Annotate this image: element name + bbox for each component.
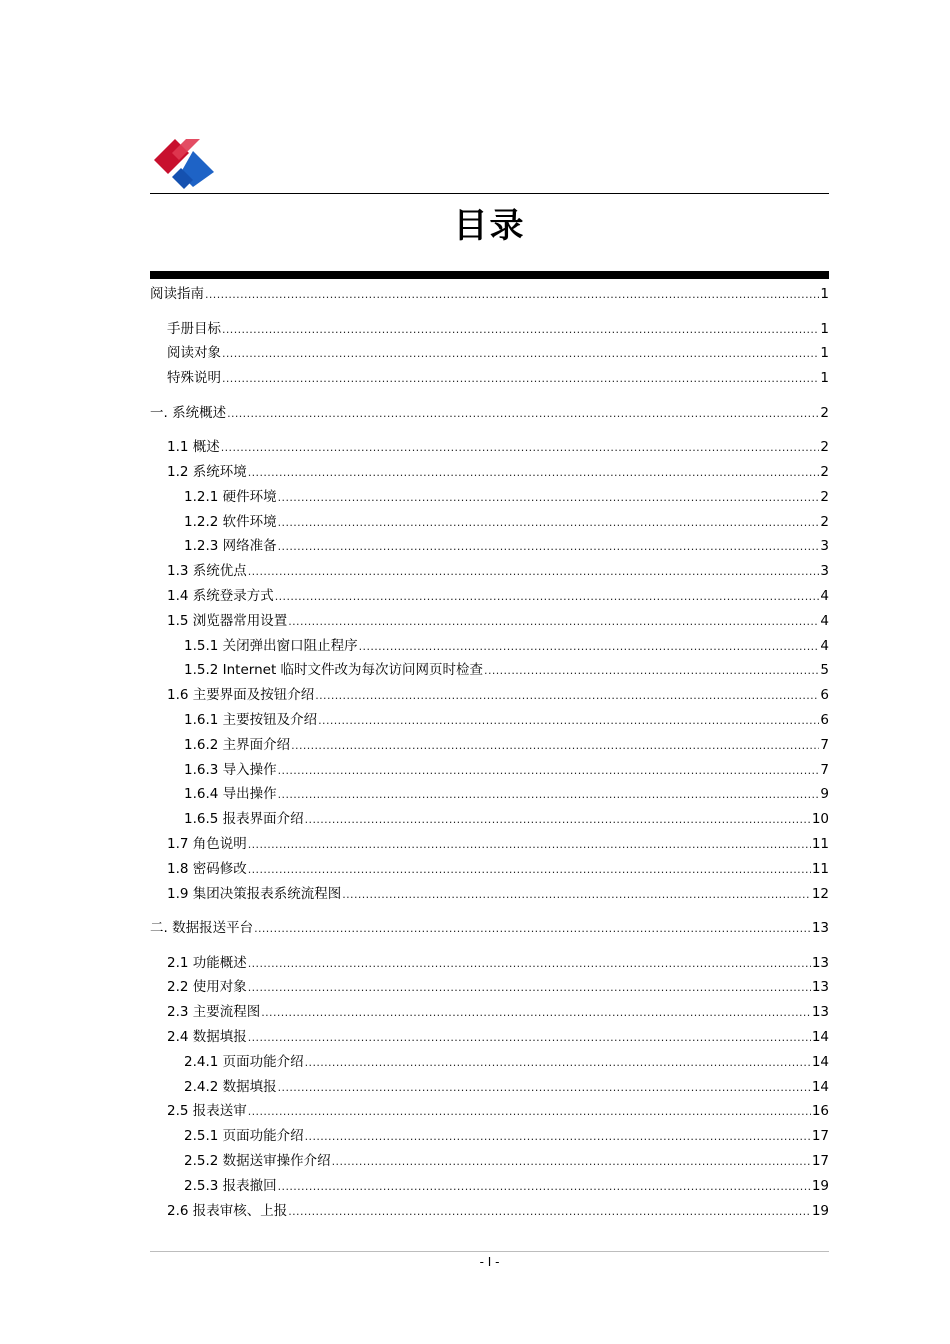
toc-entry-page: 13 [811, 920, 829, 936]
toc-dot-leader [205, 284, 819, 305]
toc-dot-leader [248, 462, 820, 483]
toc-entry-label: 1.6.5 报表界面介绍 [184, 811, 304, 828]
toc-dot-leader [248, 953, 811, 974]
toc-dot-leader [305, 809, 811, 830]
header-rule [150, 193, 829, 194]
toc-entry[interactable] [167, 368, 829, 388]
toc-entry-label: 1.8 密码修改 [167, 860, 247, 877]
toc-entry[interactable] [167, 319, 829, 339]
toc-entry-page: 10 [811, 811, 829, 828]
toc-dot-leader [288, 1201, 811, 1222]
toc-dot-leader [359, 636, 820, 657]
toc-dot-leader [248, 977, 811, 998]
toc-entry-page: 1 [820, 370, 829, 387]
toc-entry-label: 2.5.3 报表撤回 [184, 1177, 277, 1194]
toc-dot-leader [278, 760, 820, 781]
toc-entry-label: 1.5 浏览器常用设置 [167, 612, 288, 629]
toc-entry-label: 2.4.1 页面功能介绍 [184, 1053, 304, 1070]
toc-dot-leader [254, 918, 811, 939]
toc-entry[interactable] [150, 284, 829, 304]
toc-entry[interactable] [184, 636, 829, 656]
toc-entry-label: 阅读指南 [150, 286, 204, 302]
toc-entry[interactable] [167, 953, 829, 973]
toc-entry-page: 6 [820, 687, 829, 704]
toc-entry-label: 一. 系统概述 [150, 404, 227, 421]
toc-entry[interactable] [167, 977, 829, 997]
toc-dot-leader [288, 611, 819, 632]
toc-entry-page: 5 [820, 662, 829, 679]
toc-dot-leader [222, 368, 819, 389]
toc-dot-leader [221, 437, 820, 458]
toc-entry-label: 阅读对象 [167, 345, 221, 362]
toc-dot-leader [332, 1151, 811, 1172]
toc-entry[interactable] [184, 1052, 829, 1072]
title-rule [150, 271, 829, 279]
toc-entry-label: 2.5.2 数据送审操作介绍 [184, 1152, 331, 1169]
toc-entry-label: 1.6 主要界面及按钮介绍 [167, 687, 315, 704]
toc-dot-leader [222, 343, 819, 364]
toc-entry-page: 2 [820, 513, 829, 530]
toc-dot-leader [278, 784, 820, 805]
toc-entry[interactable] [167, 561, 829, 581]
toc-entry-page: 14 [811, 1053, 829, 1070]
toc-entry-page: 1 [820, 320, 829, 337]
footer-page-number: - I - [479, 1255, 500, 1269]
toc-entry-page: 2 [820, 439, 829, 456]
toc-entry-page: 19 [811, 1177, 829, 1194]
toc-entry-label: 1.6.1 主要按钮及介绍 [184, 711, 318, 728]
toc-entry[interactable] [167, 859, 829, 879]
toc-dot-leader [315, 685, 819, 706]
toc-entry[interactable] [184, 512, 829, 532]
toc-entry-page: 2 [820, 404, 829, 421]
toc-dot-leader [248, 1101, 811, 1122]
toc-entry[interactable] [167, 1002, 829, 1022]
toc-entry-label: 1.4 系统登录方式 [167, 587, 274, 604]
toc-entry-page: 11 [811, 835, 829, 852]
toc-entry[interactable] [167, 1201, 829, 1221]
toc-entry[interactable] [167, 343, 829, 363]
toc-dot-leader [278, 536, 820, 557]
toc-entry-label: 1.9 集团决策报表系统流程图 [167, 885, 342, 902]
toc-entry-label: 2.3 主要流程图 [167, 1004, 261, 1021]
toc-entry[interactable] [184, 487, 829, 507]
toc-entry[interactable] [184, 1151, 829, 1171]
toc-dot-leader [318, 710, 819, 731]
toc-entry[interactable] [184, 735, 829, 755]
toc-entry-page: 1 [820, 286, 829, 302]
toc-entry-page: 7 [820, 736, 829, 753]
toc-entry[interactable] [184, 536, 829, 556]
toc-entry[interactable] [167, 462, 829, 482]
toc-entry-label: 2.5.1 页面功能介绍 [184, 1128, 304, 1145]
toc-entry-page: 13 [811, 979, 829, 996]
toc-entry[interactable] [184, 1176, 829, 1196]
toc-dot-leader [248, 859, 811, 880]
toc-entry-label: 1.1 概述 [167, 439, 220, 456]
toc-entry-label: 1.6.2 主界面介绍 [184, 736, 291, 753]
toc-entry-label: 2.4.2 数据填报 [184, 1078, 277, 1095]
toc-dot-leader [305, 1052, 811, 1073]
toc-entry-page: 3 [820, 563, 829, 580]
toc-entry-page: 13 [811, 1004, 829, 1021]
toc-entry[interactable] [184, 660, 829, 680]
toc-entry[interactable] [184, 784, 829, 804]
toc-entry[interactable] [184, 760, 829, 780]
toc-dot-leader [278, 1077, 811, 1098]
company-logo [148, 136, 218, 190]
toc-entry-page: 4 [820, 612, 829, 629]
toc-dot-leader [248, 1027, 811, 1048]
toc-entry[interactable] [167, 611, 829, 631]
toc-entry[interactable] [150, 918, 829, 938]
toc-entry-label: 手册目标 [167, 320, 221, 337]
toc-entry[interactable] [184, 809, 829, 829]
toc-entry[interactable] [167, 685, 829, 705]
toc-entry-page: 7 [820, 761, 829, 778]
toc-entry-label: 1.6.3 导入操作 [184, 761, 277, 778]
toc-entry-label: 1.5.2 Internet 临时文件改为每次访问网页时检查 [184, 662, 484, 679]
toc-entry-label: 2.5 报表送审 [167, 1103, 247, 1120]
toc-entry[interactable] [167, 1101, 829, 1121]
toc-entry-page: 14 [811, 1028, 829, 1045]
toc-entry-label: 2.6 报表审核、上报 [167, 1202, 288, 1219]
toc-entry[interactable] [184, 1126, 829, 1146]
toc-entry-label: 1.7 角色说明 [167, 835, 247, 852]
toc-dot-leader [484, 660, 819, 681]
toc-entry-label: 2.2 使用对象 [167, 979, 247, 996]
toc-entry-page: 1 [820, 345, 829, 362]
toc-entry-label: 特殊说明 [167, 370, 221, 387]
toc-entry[interactable] [184, 710, 829, 730]
toc-entry-page: 4 [820, 637, 829, 654]
toc-entry-label: 1.5.1 关闭弹出窗口阻止程序 [184, 637, 358, 654]
toc-entry-page: 17 [811, 1128, 829, 1145]
toc-dot-leader [278, 1176, 811, 1197]
toc-entry[interactable] [167, 437, 829, 457]
page-title: 目录 [453, 206, 526, 246]
toc-dot-leader [248, 834, 811, 855]
toc-entry[interactable] [167, 1027, 829, 1047]
toc-entry-label: 2.1 功能概述 [167, 954, 247, 971]
toc-entry-page: 13 [811, 954, 829, 971]
toc-entry-page: 16 [811, 1103, 829, 1120]
toc-entry-page: 14 [811, 1078, 829, 1095]
toc-entry-page: 4 [820, 587, 829, 604]
toc-entry-page: 2 [820, 463, 829, 480]
toc-entry-label: 2.4 数据填报 [167, 1028, 247, 1045]
toc-dot-leader [227, 403, 819, 424]
toc-entry-label: 1.6.4 导出操作 [184, 786, 277, 803]
toc-entry-label: 二. 数据报送平台 [150, 920, 254, 936]
toc-entry[interactable] [167, 834, 829, 854]
toc-dot-leader [278, 487, 820, 508]
toc-entry-page: 2 [820, 488, 829, 505]
toc-dot-leader [278, 512, 820, 533]
toc-entry-label: 1.2.1 硬件环境 [184, 488, 277, 505]
toc-entry-page: 9 [820, 786, 829, 803]
toc-entry-label: 1.2.2 软件环境 [184, 513, 277, 530]
toc-dot-leader [248, 561, 820, 582]
toc-entry[interactable] [150, 403, 829, 423]
toc-entry-label: 1.2 系统环境 [167, 463, 247, 480]
toc-entry[interactable] [184, 1077, 829, 1097]
toc-entry-page: 19 [811, 1202, 829, 1219]
toc-dot-leader [261, 1002, 811, 1023]
toc-dot-leader [342, 884, 811, 905]
toc-entry[interactable] [167, 586, 829, 606]
toc-entry-page: 3 [820, 538, 829, 555]
toc-entry-page: 6 [820, 711, 829, 728]
toc-dot-leader [305, 1126, 811, 1147]
toc-dot-leader [291, 735, 819, 756]
footer-rule [150, 1251, 829, 1252]
toc-entry[interactable] [167, 884, 829, 904]
toc-dot-leader [275, 586, 820, 607]
toc-entry-label: 1.2.3 网络准备 [184, 538, 277, 555]
toc-dot-leader [222, 319, 819, 340]
toc-entry-page: 12 [811, 885, 829, 902]
toc-entry-label: 1.3 系统优点 [167, 563, 247, 580]
toc-entry-page: 11 [811, 860, 829, 877]
toc-entry-page: 17 [811, 1152, 829, 1169]
